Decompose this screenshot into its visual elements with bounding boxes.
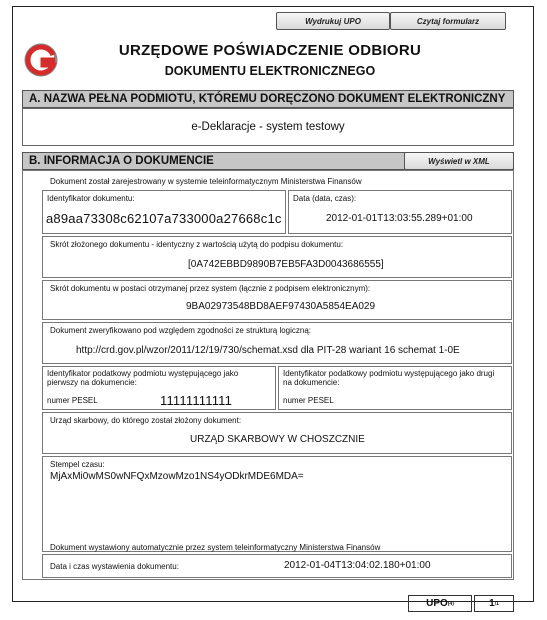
page-subtitle: DOKUMENTU ELEKTRONICZNEGO [164, 64, 376, 78]
read-form-button[interactable]: Czytaj formularz [390, 12, 506, 30]
digest2-value: 9BA02973548BD8AEF97430A5854EA029 [186, 301, 376, 312]
timestamp-value: MjAxMi0wMS0wNFQxMzowMzo1NS4yODkrMDE6MDA= [50, 471, 304, 482]
page-number: 1 [489, 598, 495, 609]
schema-value: http://crd.gov.pl/wzor/2011/12/19/730/schemat.xsd dla PIT-28 wariant 16 schemat 1-0E [76, 345, 460, 356]
taxid1-type: numer PESEL [47, 396, 98, 405]
date-value: 2012-01-01T13:03:55.289+01:00 [326, 213, 473, 224]
issued-note: Dokument wystawiony automatycznie przez system teleinformatyczny Ministerstwa Finansów [50, 543, 381, 552]
taxid1-value: 11111111111 [160, 393, 233, 408]
document-id-value: a89aa73308c62107a733000a27668c1c [46, 211, 282, 226]
timestamp-label: Stempel czasu: [50, 460, 105, 469]
page-number-badge [474, 595, 514, 612]
page-count: /1 [494, 600, 499, 607]
issued-label: Data i czas wystawienia dokumentu: [50, 562, 179, 571]
page-title: URZĘDOWE POŚWIADCZENIE ODBIORU [118, 42, 422, 59]
form-code: UPO [426, 598, 448, 609]
document-id-label: Identyfikator dokumentu: [47, 194, 135, 203]
tax-office-label: Urząd skarbowy, do którego został złożony dokument: [50, 416, 242, 425]
tax-office-value: URZĄD SKARBOWY W CHOSZCZNIE [190, 434, 365, 445]
section-a-heading: A. NAZWA PEŁNA PODMIOTU, KTÓREMU DORĘCZONO DOKUMENT ELEKTRONICZNY [22, 90, 514, 108]
taxid1-label: Identyfikator podatkowy podmiotu występującego jako pierwszy na dokumencie: [47, 369, 239, 387]
issued-value: 2012-01-04T13:04:02.180+01:00 [284, 560, 431, 571]
recipient-name: e-Deklaracje - system testowy [191, 121, 345, 133]
section-a-box [22, 108, 514, 146]
taxid2-type: numer PESEL [283, 396, 334, 405]
taxid2-label: Identyfikator podatkowy podmiotu występującego jako drugi na dokumencie: [283, 369, 495, 387]
date-label: Data (data, czas): [293, 194, 357, 203]
ministry-logo-icon [24, 43, 58, 77]
digest-label: Skrót złożonego dokumentu - identyczny z wartością użytą do podpisu dokumentu: [50, 240, 344, 249]
digest-value: [0A742EBBD9890B7EB5FA3D0043686555] [188, 259, 384, 270]
view-xml-button[interactable]: Wyświetl w XML [404, 152, 514, 170]
schema-label: Dokument zweryfikowano pod względem zgodności ze strukturą logiczną: [50, 326, 312, 335]
registered-note: Dokument został zarejestrowany w systemie teleinformatycznym Ministerstwa Finansów [50, 177, 362, 186]
digest2-label: Skrót dokumentu w postaci otrzymanej przez system (łącznie z podpisem elektronicznym): [50, 284, 371, 293]
form-code-variant: (4) [447, 600, 454, 607]
print-upo-button[interactable]: Wydrukuj UPO [276, 12, 390, 30]
section-b-heading: B. INFORMACJA O DOKUMENCIE [22, 152, 514, 170]
form-code-badge [408, 595, 472, 612]
